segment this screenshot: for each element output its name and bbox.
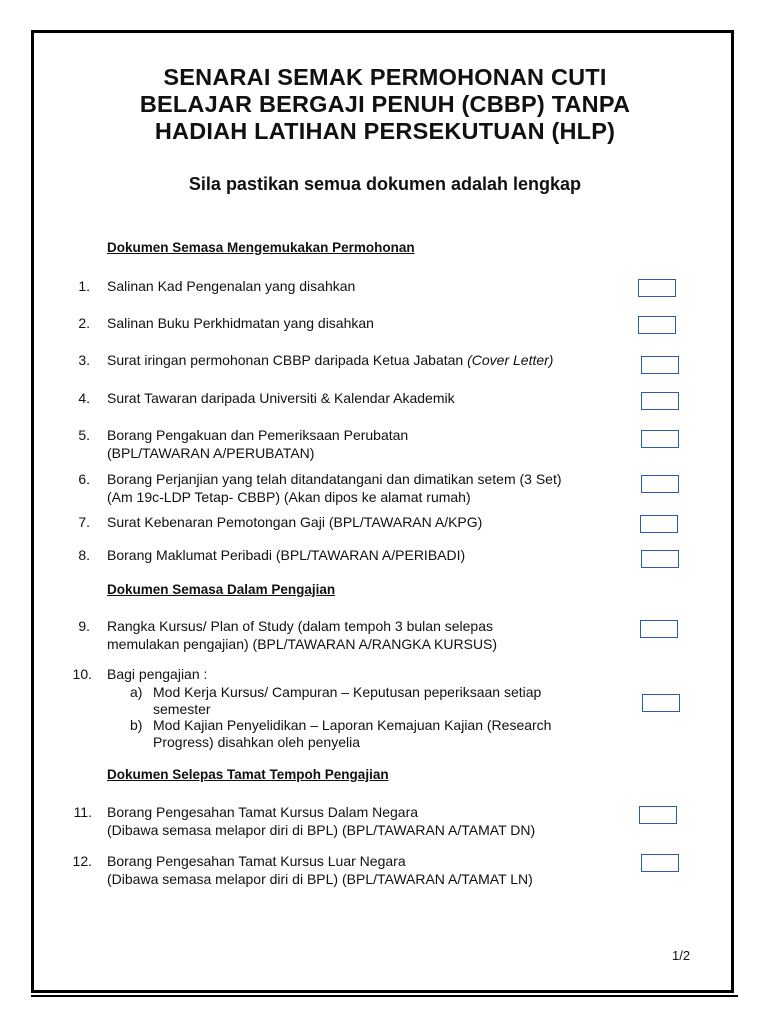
checklist-item-text xyxy=(107,278,355,296)
item-number: 9. xyxy=(78,618,90,634)
item-number: 7. xyxy=(78,514,90,530)
checklist-item-text xyxy=(107,427,408,462)
item-number: 5. xyxy=(78,427,90,443)
item-line: Borang Perjanjian yang telah ditandatangani dan dimatikan setem (3 Set) xyxy=(107,471,562,487)
checklist-checkbox[interactable] xyxy=(640,620,678,638)
title-line: HADIAH LATIHAN PERSEKUTUAN (HLP) xyxy=(154,118,616,144)
checklist-item-text xyxy=(107,471,562,506)
subitem-line: Mod Kajian Penyelidikan – Laporan Kemajuan Kajian (Research xyxy=(153,717,552,733)
checklist-item-text xyxy=(107,547,465,565)
item-italic-note: (Cover Letter) xyxy=(467,352,554,368)
item-number: 8. xyxy=(78,547,90,563)
item-line: Salinan Kad Pengenalan yang disahkan xyxy=(107,278,356,294)
item-number: 2. xyxy=(78,315,90,331)
subitem-label: b) xyxy=(130,717,143,733)
subitem-text xyxy=(153,684,541,717)
item-line: Bagi pengajian : xyxy=(107,666,208,682)
item-line: (Am 19c-LDP Tetap- CBBP) (Akan dipos ke alamat rumah) xyxy=(107,488,471,505)
item-line: (BPL/TAWARAN A/PERUBATAN) xyxy=(107,444,315,461)
checklist-item-text xyxy=(107,853,533,888)
subitem-line: Mod Kerja Kursus/ Campuran – Keputusan peperiksaan setiap xyxy=(153,684,542,700)
checklist-checkbox[interactable] xyxy=(641,854,679,872)
item-line: memulakan pengajian) (BPL/TAWARAN A/RANGKA KURSUS) xyxy=(107,635,498,652)
checklist-checkbox[interactable] xyxy=(641,392,679,410)
subitem-line: semester xyxy=(153,700,211,717)
section-heading-completion: Dokumen Selepas Tamat Tempoh Pengajian xyxy=(107,767,389,782)
checklist-checkbox[interactable] xyxy=(640,515,678,533)
document-subtitle: Sila pastikan semua dokumen adalah lengkap xyxy=(188,174,582,194)
checklist-item-text xyxy=(107,352,553,370)
item-line: Borang Pengakuan dan Pemeriksaan Perubatan xyxy=(107,427,409,443)
item-number: 1. xyxy=(78,278,90,294)
item-line: (Dibawa semasa melapor diri di BPL) (BPL/TAWARAN A/TAMAT LN) xyxy=(107,870,533,887)
subitem-label: a) xyxy=(130,684,143,700)
page-number: 1/2 xyxy=(672,948,691,963)
item-line: Borang Pengesahan Tamat Kursus Luar Negara xyxy=(107,853,406,869)
item-line: Rangka Kursus/ Plan of Study (dalam tempoh 3 bulan selepas xyxy=(107,618,494,634)
item-line: (Dibawa semasa melapor diri di BPL) (BPL/TAWARAN A/TAMAT DN) xyxy=(107,821,536,838)
item-number: 11. xyxy=(73,804,92,820)
document-title xyxy=(60,64,710,145)
checklist-item-text xyxy=(107,514,482,532)
section-heading-application: Dokumen Semasa Mengemukakan Permohonan xyxy=(107,240,415,255)
subitem-line: Progress) disahkan oleh penyelia xyxy=(153,733,361,750)
checklist-item-text xyxy=(107,666,207,684)
checklist-checkbox[interactable] xyxy=(638,316,676,334)
checklist-checkbox[interactable] xyxy=(642,694,680,712)
item-line: Surat Kebenaran Pemotongan Gaji (BPL/TAWARAN A/KPG) xyxy=(107,514,483,530)
frame-bottom-line xyxy=(31,995,738,997)
checklist-item-text xyxy=(107,804,535,839)
item-line: Surat iringan permohonan CBBP daripada Ketua Jabatan xyxy=(107,352,464,368)
item-line: Borang Pengesahan Tamat Kursus Dalam Negara xyxy=(107,804,419,820)
checklist-checkbox[interactable] xyxy=(641,475,679,493)
checklist-item-text xyxy=(107,315,374,333)
checklist-checkbox[interactable] xyxy=(641,430,679,448)
item-number: 3. xyxy=(78,352,90,368)
checklist-item-text xyxy=(107,390,455,408)
item-number: 6. xyxy=(78,471,90,487)
title-line: BELAJAR BERGAJI PENUH (CBBP) TANPA xyxy=(139,91,631,117)
checklist-checkbox[interactable] xyxy=(641,356,679,374)
item-line: Borang Maklumat Peribadi (BPL/TAWARAN A/PERIBADI) xyxy=(107,547,466,563)
subitem-text xyxy=(153,717,551,750)
checklist-item-text xyxy=(107,618,497,653)
checklist-checkbox[interactable] xyxy=(638,279,676,297)
title-line: SENARAI SEMAK PERMOHONAN CUTI xyxy=(163,64,607,90)
checklist-checkbox[interactable] xyxy=(641,550,679,568)
checklist-checkbox[interactable] xyxy=(639,806,677,824)
item-line: Salinan Buku Perkhidmatan yang disahkan xyxy=(107,315,374,331)
item-number: 10. xyxy=(72,666,92,682)
section-heading-study: Dokumen Semasa Dalam Pengajian xyxy=(107,582,336,597)
item-line: Surat Tawaran daripada Universiti & Kalendar Akademik xyxy=(107,390,455,406)
item-number: 12. xyxy=(72,853,92,869)
item-number: 4. xyxy=(78,390,90,406)
